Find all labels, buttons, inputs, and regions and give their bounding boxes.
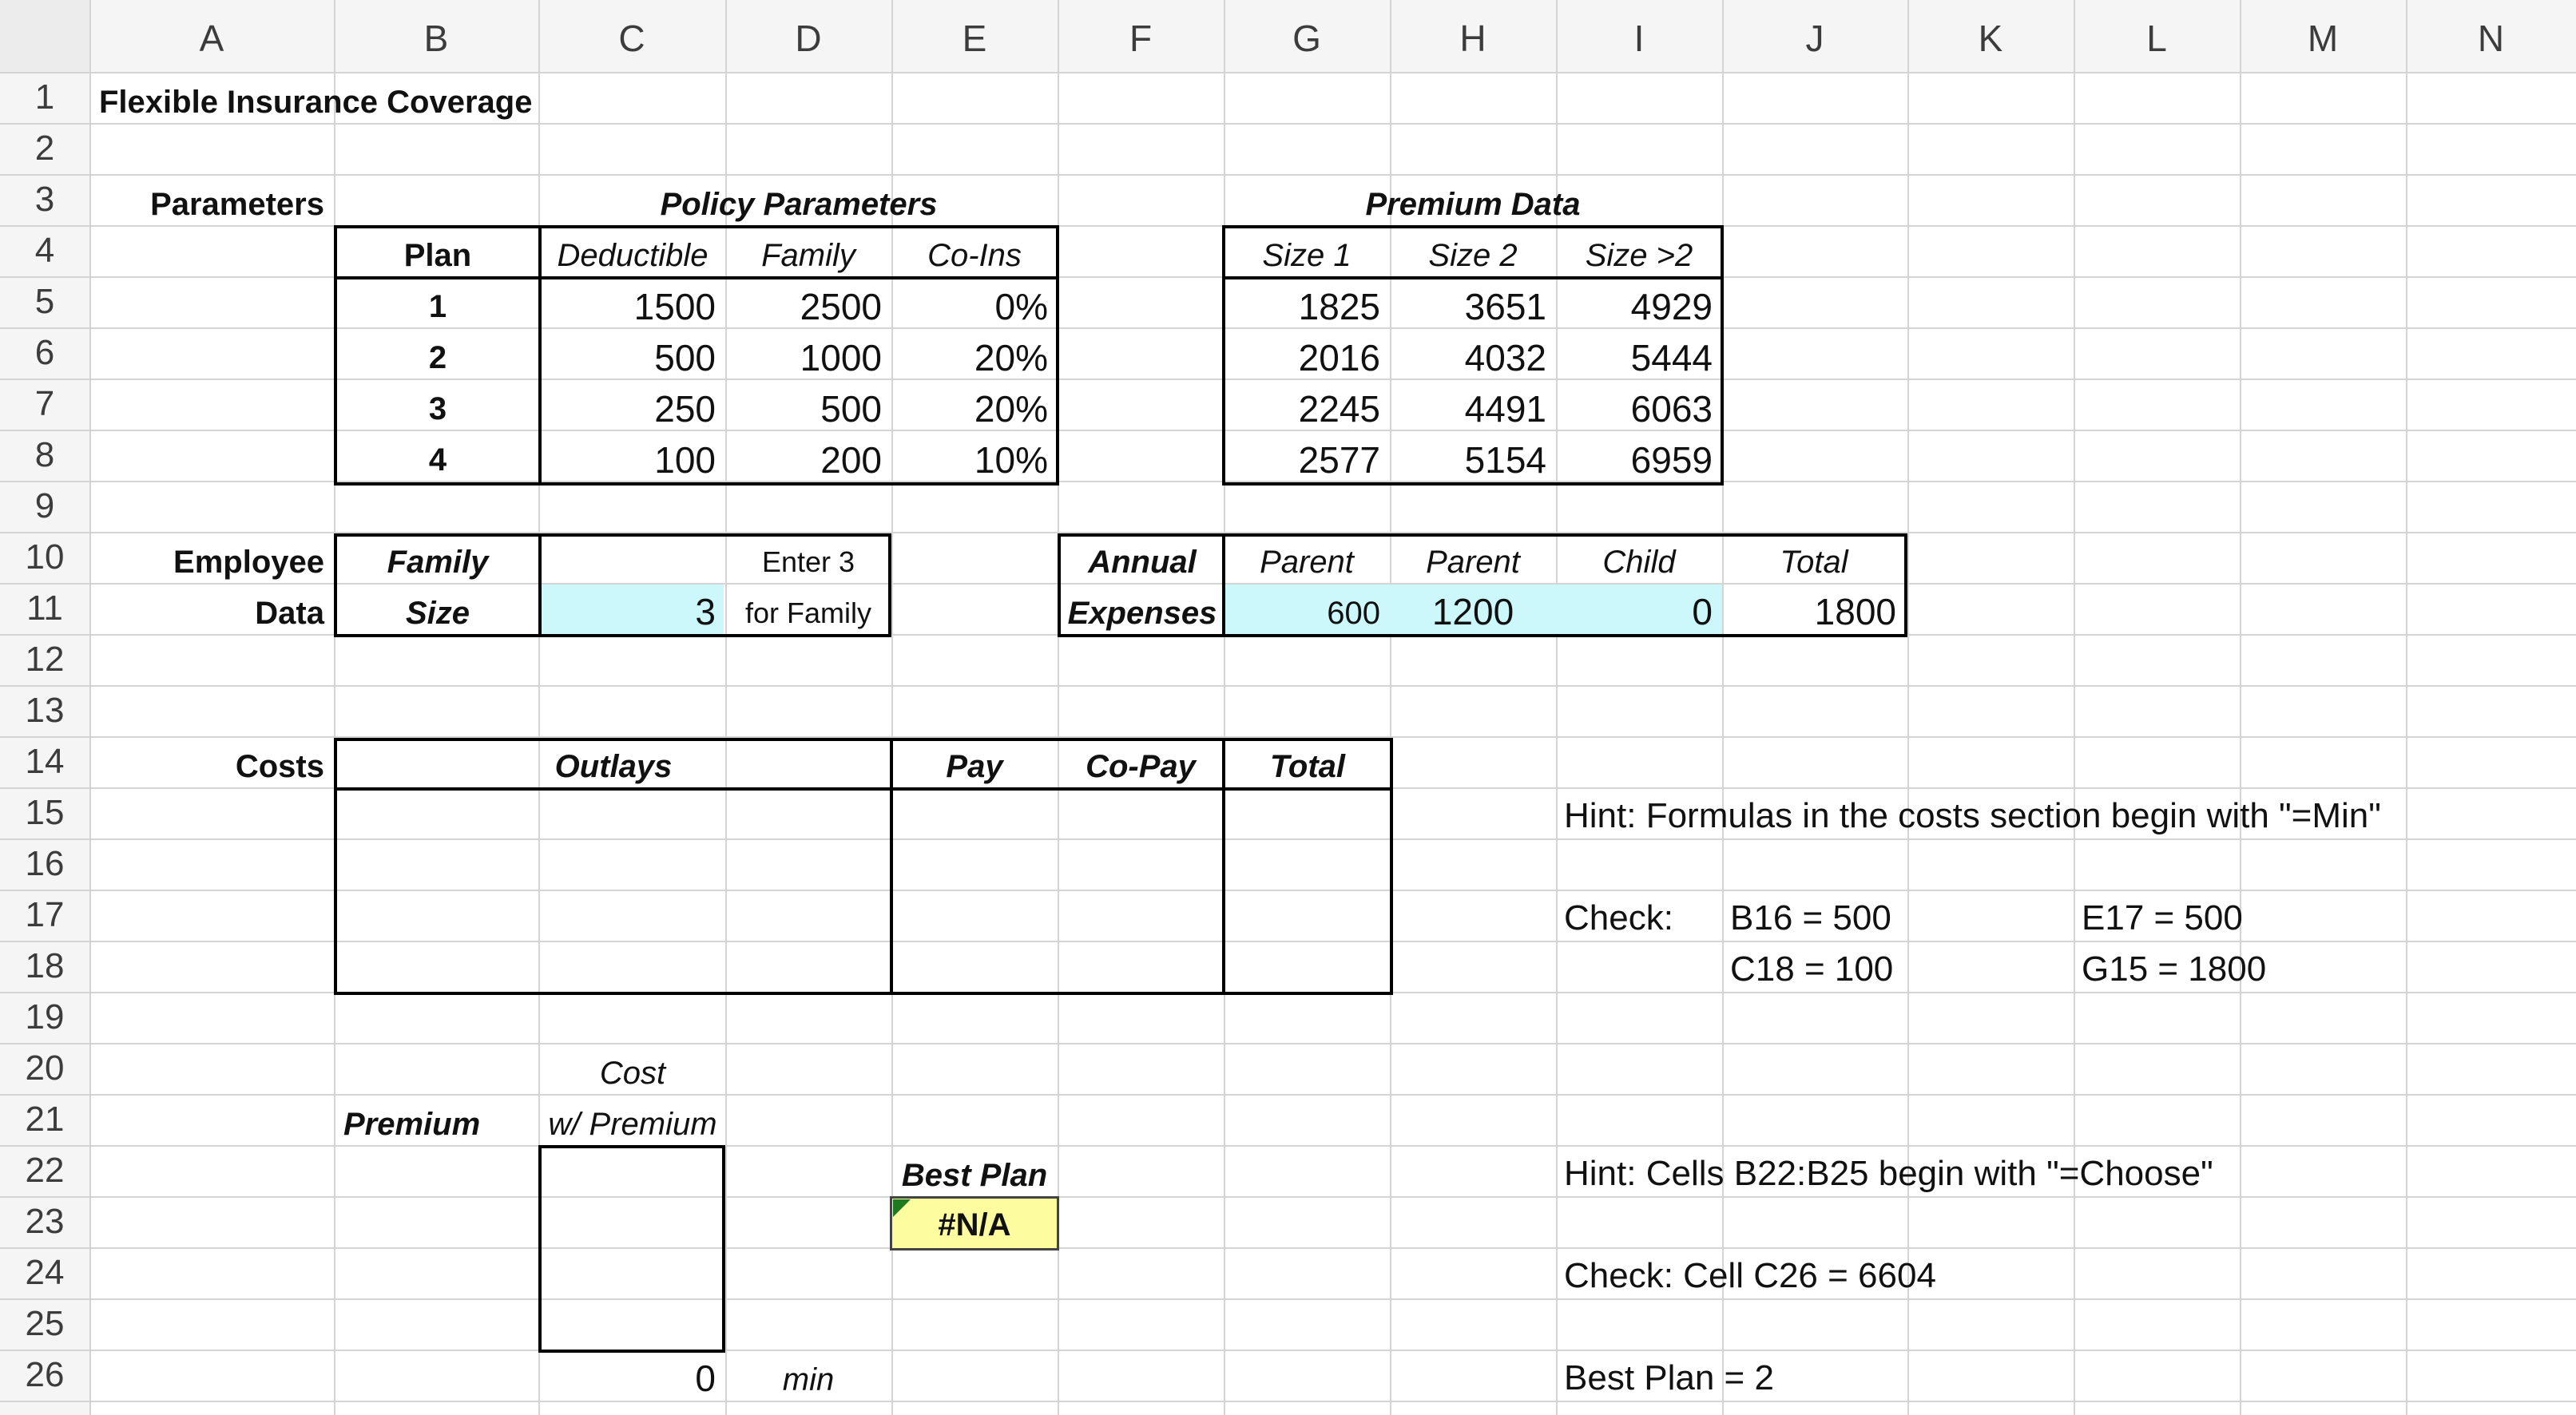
row-header[interactable]: 12 bbox=[25, 640, 65, 679]
family-size-input[interactable]: 3 bbox=[695, 591, 716, 632]
row-header[interactable]: 19 bbox=[25, 997, 65, 1036]
parent2-header[interactable]: Parent bbox=[1426, 545, 1520, 580]
family-value[interactable]: 1000 bbox=[800, 337, 882, 379]
gridline-horizontal bbox=[0, 174, 2576, 176]
costs-total-header[interactable]: Total bbox=[1269, 749, 1346, 784]
size3-header[interactable]: Size >2 bbox=[1585, 238, 1693, 273]
deductible-header[interactable]: Deductible bbox=[557, 238, 708, 273]
row-header[interactable]: 26 bbox=[25, 1355, 65, 1394]
check-c18[interactable]: C18 = 100 bbox=[1730, 949, 1894, 989]
cost-label[interactable]: Cost bbox=[599, 1056, 666, 1091]
coins-value[interactable]: 20% bbox=[974, 337, 1048, 379]
size1-value[interactable]: 2245 bbox=[1298, 388, 1380, 430]
row-header[interactable]: 9 bbox=[34, 486, 55, 525]
size-label[interactable]: Size bbox=[405, 596, 470, 631]
cost-with-premium-box bbox=[538, 1145, 725, 1353]
column-header[interactable]: A bbox=[199, 18, 224, 59]
premium-label[interactable]: Premium bbox=[343, 1107, 481, 1142]
gridline-vertical bbox=[1907, 0, 1909, 1415]
family-header[interactable]: Family bbox=[761, 238, 855, 273]
policy-parameters-title[interactable]: Policy Parameters bbox=[660, 187, 938, 222]
row-header[interactable]: 25 bbox=[25, 1304, 65, 1343]
family-value[interactable]: 2500 bbox=[800, 286, 882, 327]
column-header[interactable]: D bbox=[795, 18, 822, 59]
gridline-vertical bbox=[334, 0, 335, 1415]
employee-label[interactable]: Employee bbox=[173, 545, 324, 580]
copay-header[interactable]: Co-Pay bbox=[1086, 749, 1196, 784]
parent1-header[interactable]: Parent bbox=[1260, 545, 1354, 580]
select-all-corner[interactable] bbox=[0, 0, 89, 72]
costs-label[interactable]: Costs bbox=[235, 749, 324, 784]
total-header[interactable]: Total bbox=[1780, 545, 1848, 580]
size1-value[interactable]: 2016 bbox=[1298, 337, 1380, 379]
row-header[interactable]: 22 bbox=[25, 1151, 65, 1190]
check-label[interactable]: Check: bbox=[1564, 898, 1673, 937]
row-header[interactable]: 2 bbox=[34, 129, 55, 168]
size2-header[interactable]: Size 2 bbox=[1428, 238, 1518, 273]
column-header[interactable]: J bbox=[1805, 18, 1824, 59]
check-b16[interactable]: B16 = 500 bbox=[1730, 898, 1891, 937]
column-header[interactable]: G bbox=[1292, 18, 1321, 59]
for-family-note[interactable]: for Family bbox=[744, 597, 871, 629]
row-header[interactable]: 8 bbox=[34, 435, 55, 474]
pay-header[interactable]: Pay bbox=[946, 749, 1003, 784]
hint-choose[interactable]: Hint: Cells B22:B25 begin with "=Choose" bbox=[1564, 1154, 2213, 1193]
child-expense[interactable]: 0 bbox=[1692, 591, 1713, 632]
row-header[interactable]: 17 bbox=[25, 895, 65, 934]
row-header[interactable]: 18 bbox=[25, 946, 65, 985]
row-header[interactable]: 6 bbox=[34, 333, 55, 372]
size2-value[interactable]: 5154 bbox=[1464, 439, 1546, 481]
size3-value[interactable]: 6063 bbox=[1630, 388, 1713, 430]
gridline-horizontal bbox=[0, 72, 2576, 73]
coins-header[interactable]: Co-Ins bbox=[927, 238, 1022, 273]
expenses-label[interactable]: Expenses bbox=[1067, 596, 1217, 631]
size2-value[interactable]: 4032 bbox=[1464, 337, 1546, 379]
row-header[interactable]: 3 bbox=[34, 180, 55, 219]
row-header[interactable]: 23 bbox=[25, 1202, 65, 1241]
plan-number[interactable]: 3 bbox=[428, 391, 447, 426]
row-header[interactable]: 24 bbox=[25, 1253, 65, 1292]
column-header[interactable]: C bbox=[618, 18, 645, 59]
gridline-horizontal bbox=[0, 1247, 2576, 1249]
row-header[interactable]: 20 bbox=[25, 1048, 65, 1088]
data-label[interactable]: Data bbox=[255, 596, 324, 631]
size1-value[interactable]: 2577 bbox=[1298, 439, 1380, 481]
plan-number[interactable]: 2 bbox=[428, 340, 447, 375]
best-plan-answer[interactable]: Best Plan = 2 bbox=[1564, 1358, 1774, 1397]
gridline-horizontal bbox=[0, 1043, 2576, 1044]
coins-value[interactable]: 20% bbox=[974, 388, 1048, 430]
column-header[interactable]: L bbox=[2146, 18, 2167, 59]
plan-header[interactable]: Plan bbox=[403, 238, 472, 273]
gridline-vertical bbox=[2074, 0, 2075, 1415]
check-g15[interactable]: G15 = 1800 bbox=[2082, 949, 2267, 989]
deductible-value[interactable]: 500 bbox=[654, 337, 716, 379]
parent1-expense[interactable]: 600 bbox=[1327, 596, 1380, 631]
column-header[interactable]: F bbox=[1129, 18, 1153, 59]
annual-label[interactable]: Annual bbox=[1088, 545, 1197, 580]
plan-number[interactable]: 1 bbox=[428, 289, 447, 324]
size1-header[interactable]: Size 1 bbox=[1262, 238, 1352, 273]
column-header[interactable]: H bbox=[1459, 18, 1486, 59]
row-header[interactable]: 5 bbox=[34, 282, 55, 321]
enter-note[interactable]: Enter 3 bbox=[761, 545, 855, 578]
parent2-expense[interactable]: 1200 bbox=[1431, 591, 1514, 632]
coins-value[interactable]: 0% bbox=[994, 286, 1048, 327]
best-plan-label[interactable]: Best Plan bbox=[901, 1158, 1048, 1193]
size3-value[interactable]: 5444 bbox=[1630, 337, 1713, 379]
gridline-vertical bbox=[2406, 0, 2407, 1415]
parameters-label[interactable]: Parameters bbox=[150, 187, 324, 222]
size3-value[interactable]: 6959 bbox=[1630, 439, 1713, 481]
gridline-vertical bbox=[1722, 0, 1724, 1415]
best-plan-result[interactable]: #N/A bbox=[938, 1207, 1011, 1243]
plan-number[interactable]: 4 bbox=[428, 442, 447, 478]
column-header[interactable]: E bbox=[962, 18, 987, 59]
size3-value[interactable]: 4929 bbox=[1630, 286, 1713, 327]
gridline-horizontal bbox=[0, 1094, 2576, 1096]
deductible-value[interactable]: 250 bbox=[654, 388, 716, 430]
deductible-value[interactable]: 100 bbox=[654, 439, 716, 481]
family-value[interactable]: 500 bbox=[820, 388, 882, 430]
hint-min[interactable]: Hint: Formulas in the costs section begin with "=Min" bbox=[1564, 796, 2381, 835]
gridline-vertical bbox=[2240, 0, 2241, 1415]
family-value[interactable]: 200 bbox=[820, 439, 882, 481]
sheet-title[interactable]: Flexible Insurance Coverage bbox=[99, 85, 533, 120]
min-label[interactable]: min bbox=[782, 1362, 835, 1397]
gridline-horizontal bbox=[0, 1350, 2576, 1351]
min-cost-value[interactable]: 0 bbox=[695, 1358, 716, 1399]
row-header[interactable]: 13 bbox=[25, 691, 65, 730]
column-header[interactable]: N bbox=[2477, 18, 2505, 59]
row-header[interactable]: 10 bbox=[25, 537, 65, 577]
premium-data-title[interactable]: Premium Data bbox=[1365, 187, 1581, 222]
row-header[interactable]: 1 bbox=[34, 77, 55, 117]
family-label[interactable]: Family bbox=[387, 545, 489, 580]
outlays-header[interactable]: Outlays bbox=[554, 749, 673, 784]
column-header[interactable]: B bbox=[423, 18, 449, 59]
row-header[interactable]: 11 bbox=[26, 589, 63, 628]
row-header[interactable]: 16 bbox=[25, 844, 65, 883]
row-header[interactable]: 21 bbox=[25, 1100, 65, 1139]
row-header[interactable]: 4 bbox=[34, 231, 55, 270]
size2-value[interactable]: 3651 bbox=[1464, 286, 1546, 327]
gridline-horizontal bbox=[0, 685, 2576, 687]
check-c26[interactable]: Check: Cell C26 = 6604 bbox=[1564, 1256, 1936, 1295]
size1-value[interactable]: 1825 bbox=[1298, 286, 1380, 327]
deductible-value[interactable]: 1500 bbox=[633, 286, 716, 327]
child-header[interactable]: Child bbox=[1602, 545, 1676, 580]
check-e17[interactable]: E17 = 500 bbox=[2082, 898, 2243, 937]
column-header[interactable]: K bbox=[1978, 18, 2003, 59]
coins-value[interactable]: 10% bbox=[974, 439, 1048, 481]
with-premium-label[interactable]: w/ Premium bbox=[548, 1107, 717, 1142]
total-expense[interactable]: 1800 bbox=[1814, 591, 1896, 632]
column-header[interactable]: I bbox=[1633, 18, 1645, 59]
size2-value[interactable]: 4491 bbox=[1464, 388, 1546, 430]
row-header[interactable]: 14 bbox=[25, 742, 65, 781]
row-header[interactable]: 7 bbox=[34, 384, 55, 423]
row-header[interactable]: 15 bbox=[25, 793, 65, 832]
column-header[interactable]: M bbox=[2307, 18, 2339, 59]
